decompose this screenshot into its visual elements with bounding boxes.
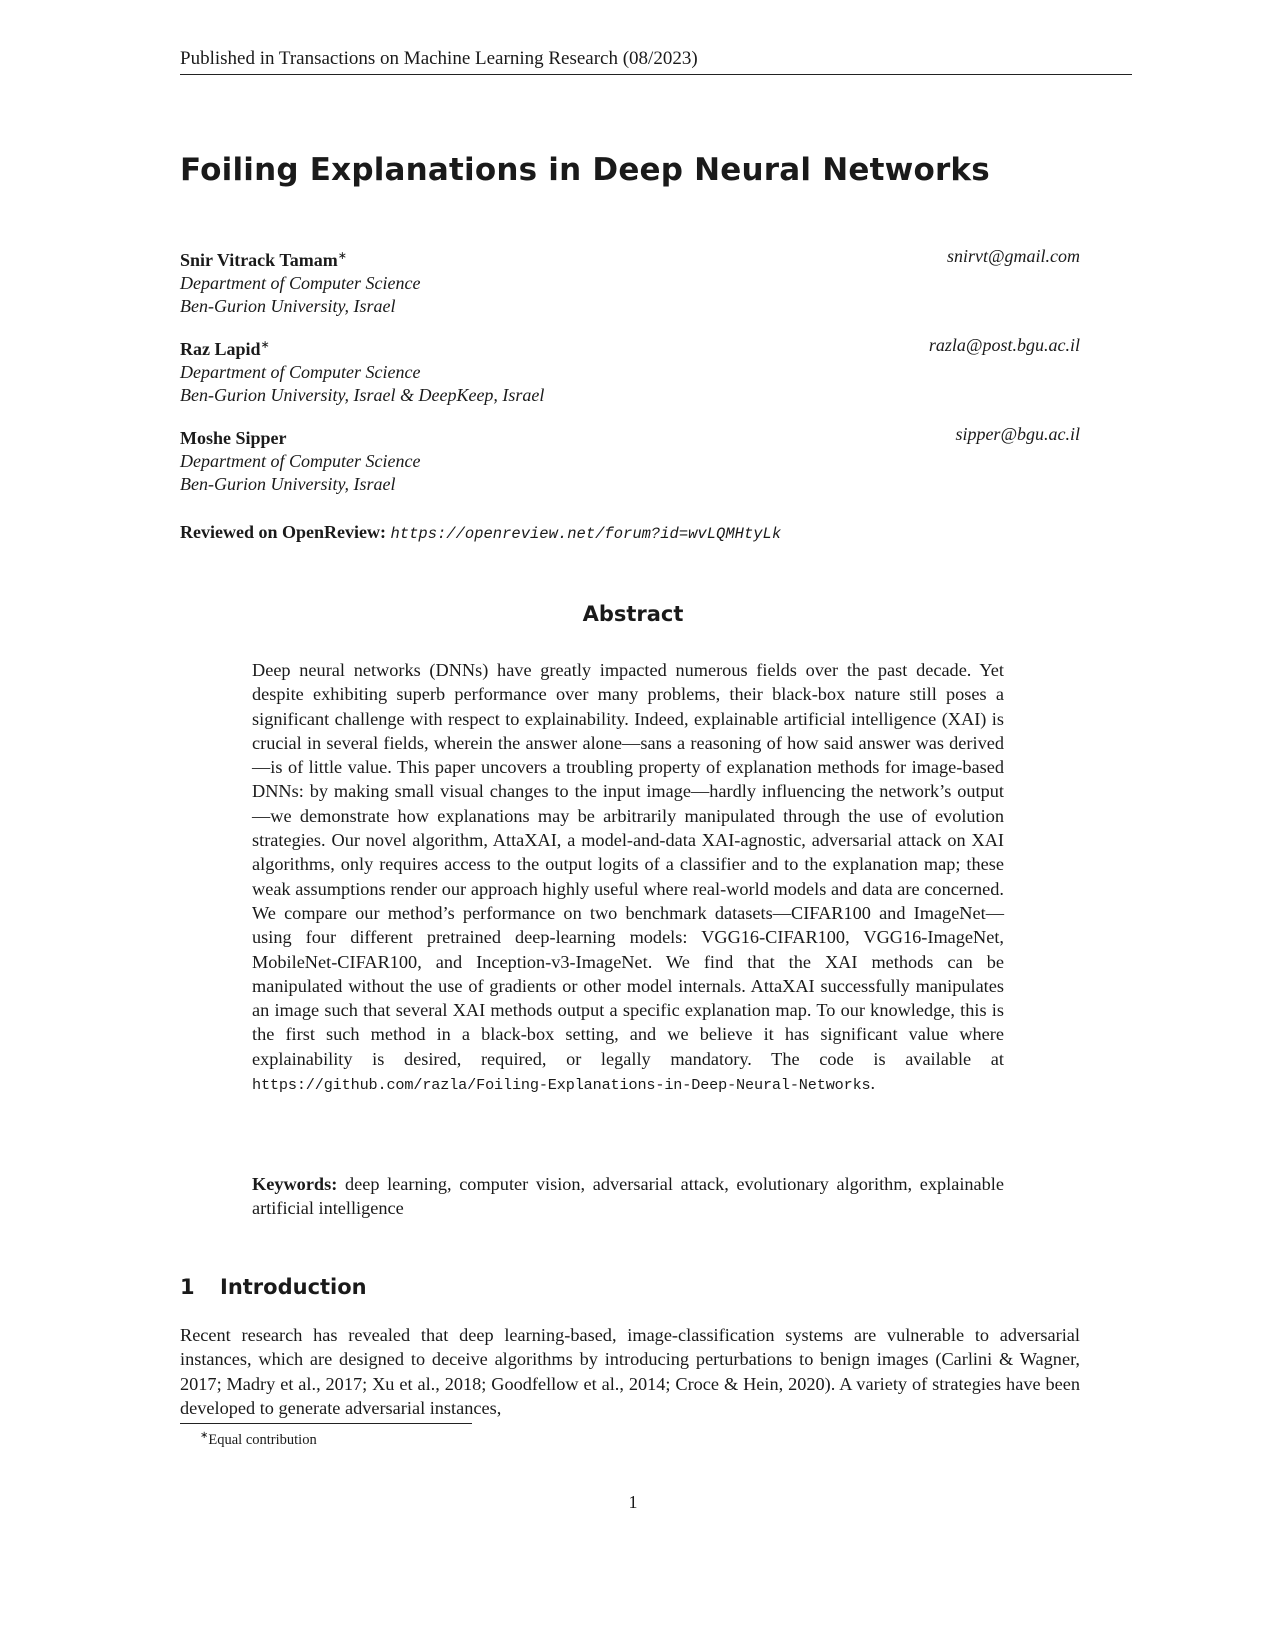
review-line <box>180 522 781 543</box>
intro-paragraph: Recent research has revealed that deep learning-based, image-classification systems are vulnerable to adversarial instances, which are designed to deceive algorithms by introducing perturbations to benign images (Carlini & Wagner, 2017; Madry et al., 2017; Xu et al., 2018; Goodfellow et al., 2014; Croce & Hein, 2020). A variety of strategies have been developed to generate adversarial instances, <box>180 1325 1080 1418</box>
code-repository-link[interactable]: https://github.com/razla/Foiling-Explanations-in-Deep-Neural-Networks <box>252 1076 871 1095</box>
section-number: 1 <box>180 1275 195 1299</box>
author-block-2 <box>180 334 1080 407</box>
author-name: Snir Vitrack Tamam <box>180 250 338 270</box>
author-name: Moshe Sipper <box>180 428 287 448</box>
openreview-link[interactable]: https://openreview.net/forum?id=wvLQMHtyLk <box>390 525 782 543</box>
section-title: Introduction <box>220 1275 367 1299</box>
author-institution: Ben-Gurion University, Israel <box>180 474 396 494</box>
author-email[interactable]: sipper@bgu.ac.il <box>955 424 1080 444</box>
author-department: Department of Computer Science <box>180 451 421 471</box>
author-mark: ∗ <box>337 250 347 262</box>
abstract-text: Deep neural networks (DNNs) have greatly impacted numerous fields over the past decade. Yet despite exhibiting superb performance over many problems, their black-box nature still poses a significant challenge with respect to explainability. Indeed, explainable artificial intelligence (XAI) is crucial in several fields, wherein the answer alone—sans a reasoning of how said answer was derived—is of little value. This paper uncovers a troubling property of explanation methods for image-based DNNs: by making small visual changes to the input image—hardly influencing the network’s output—we demonstrate how explanations may be arbitrarily manipulated through the use of evolution strategies. Our novel algorithm, AttaXAI, a model-and-data XAI-agnostic, adversarial attack on XAI algorithms, only requires access to the output logits of a classifier and to the explanation map; these weak assumptions render our approach highly useful where real-world models and data are concerned. We compare our method’s performance on two benchmark datasets—CIFAR100 and ImageNet—using four different pretrained deep-learning models: VGG16-CIFAR100, VGG16-ImageNet, MobileNet-CIFAR100, and Inception-v3-ImageNet. We find that the XAI methods can be manipulated without the use of gradients or other model internals. AttaXAI successfully manipulates an image such that several XAI methods output a specific explanation map. To our knowledge, this is the first such method in a black-box setting, and we believe it has significant value where explainability is desired, required, or legally mandatory. The code is available at <box>252 660 1004 1069</box>
author-department: Department of Computer Science <box>180 362 421 382</box>
abstract-heading: Abstract <box>582 602 684 626</box>
author-institution: Ben-Gurion University, Israel <box>180 296 396 316</box>
footnote-text: Equal contribution <box>208 1431 317 1448</box>
author-department: Department of Computer Science <box>180 273 421 293</box>
keywords-text: deep learning, computer vision, adversarial attack, evolutionary algorithm, explainable artificial intelligence <box>252 1174 1004 1219</box>
author-block-3 <box>180 423 1080 496</box>
abstract-end: . <box>870 1073 876 1094</box>
keywords-label: Keywords: <box>252 1174 338 1194</box>
section-heading <box>180 1275 367 1299</box>
author-mark: ∗ <box>260 339 270 351</box>
author-email[interactable]: razla@post.bgu.ac.il <box>928 335 1080 355</box>
footnote <box>200 1430 317 1449</box>
keywords <box>252 1172 1004 1221</box>
footnote-rule <box>180 1423 472 1424</box>
abstract-body <box>252 658 1004 1097</box>
paper-title: Foiling Explanations in Deep Neural Networks <box>180 152 990 188</box>
author-block-1 <box>180 245 1080 318</box>
running-header: Published in Transactions on Machine Learning Research (08/2023) <box>180 48 1132 75</box>
footnote-mark: ∗ <box>200 1430 209 1441</box>
review-label: Reviewed on OpenReview: <box>180 522 386 542</box>
page-number: 1 <box>628 1492 638 1512</box>
author-institution: Ben-Gurion University, Israel & DeepKeep, Israel <box>180 385 545 405</box>
author-email[interactable]: snirvt@gmail.com <box>946 246 1080 266</box>
author-name: Raz Lapid <box>180 339 261 359</box>
